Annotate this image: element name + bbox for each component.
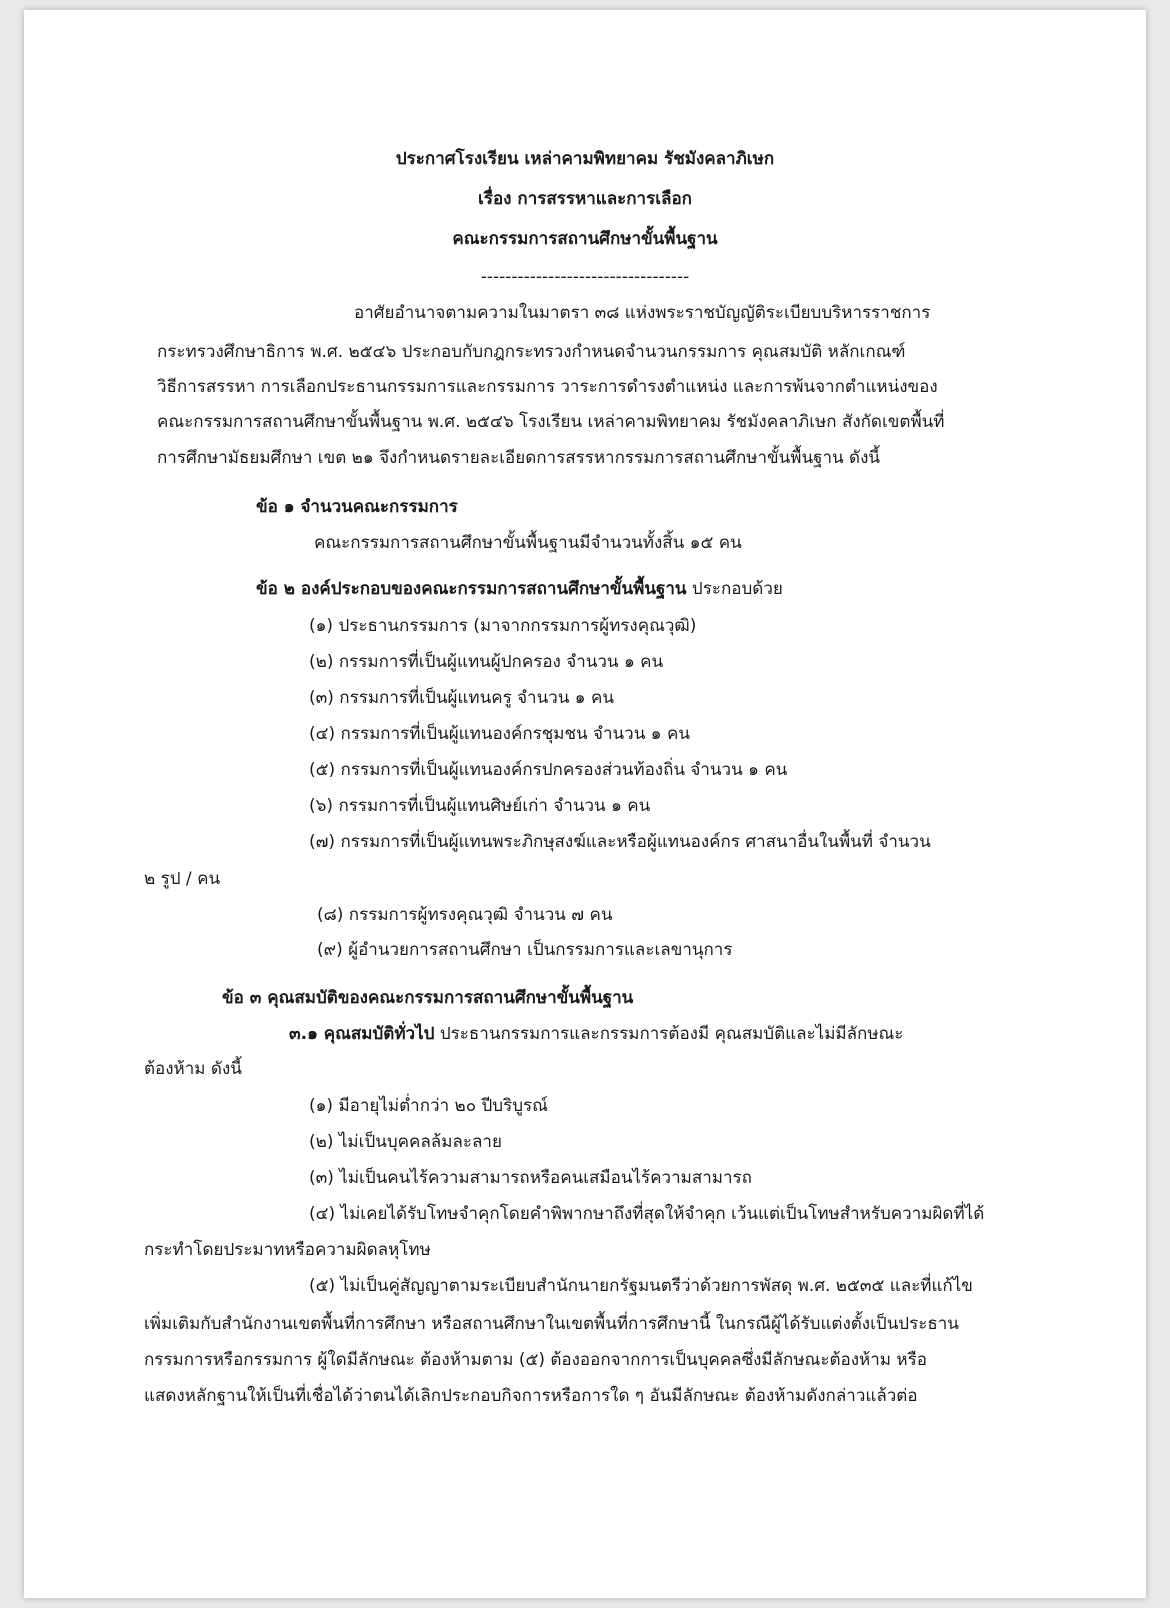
title-divider: ----------------------------------: [480, 267, 690, 287]
announcement-title: ประกาศโรงเรียน เหล่าคามพิทยาคม รัชมังคลาภิเษก: [395, 149, 775, 169]
section-2-heading-tail: ประกอบด้วย: [686, 579, 783, 599]
announcement-committee-title: คณะกรรมการสถานศึกษาขั้นพื้นฐาน: [452, 229, 718, 249]
section-1-heading: ข้อ ๑ จำนวนคณะกรรมการ: [256, 497, 458, 517]
subsection-3-1-continuation: ต้องห้าม ดังนี้: [144, 1059, 242, 1079]
subsection-3-1-text: ประธานกรรมการและกรรมการต้องมี คุณสมบัติและไม่มีลักษณะ: [434, 1024, 904, 1044]
qualification-item-5-line: แสดงหลักฐานให้เป็นที่เชื่อได้ว่าตนได้เลิกประกอบกิจการหรือการใด ๆ อันมีลักษณะ ต้องห้ามดังกล่าวแล้วต่อ: [144, 1386, 918, 1406]
qualification-item: (๓) ไม่เป็นคนไร้ความสามารถหรือคนเสมือนไร้ความสามารถ: [309, 1168, 752, 1188]
intro-line: วิธีการสรรหา การเลือกประธานกรรมการและกรรมการ วาระการดำรงตำแหน่ง และการพ้นจากตำแหน่งของ: [157, 377, 938, 397]
qualification-item-5-line: เพิ่มเติมกับสำนักงานเขตพื้นที่การศึกษา หรือสถานศึกษาในเขตพื้นที่การศึกษานี้ ในกรณีผู้ได้รับแต่งตั้งเป็นประธาน: [144, 1314, 959, 1334]
composition-item: (๔) กรรมการที่เป็นผู้แทนองค์กรชุมชน จำนวน ๑ คน: [309, 724, 690, 744]
composition-item: (๘) กรรมการผู้ทรงคุณวุฒิ จำนวน ๗ คน: [317, 905, 613, 925]
qualification-item-5: (๕) ไม่เป็นคู่สัญญาตามระเบียบสำนักนายกรัฐมนตรีว่าด้วยการพัสดุ พ.ศ. ๒๕๓๕ และที่แก้ไข: [309, 1276, 973, 1296]
intro-line: คณะกรรมการสถานศึกษาขั้นพื้นฐาน พ.ศ. ๒๕๔๖ โรงเรียน เหล่าคามพิทยาคม รัชมังคลาภิเษก สังกัดเขตพื้นที่: [157, 412, 945, 432]
qualification-item: (๔) ไม่เคยได้รับโทษจำคุกโดยคำพิพากษาถึงที่สุดให้จำคุก เว้นแต่เป็นโทษสำหรับความผิดที่ได้: [309, 1204, 985, 1224]
composition-item: (๖) กรรมการที่เป็นผู้แทนศิษย์เก่า จำนวน ๑ คน: [309, 796, 651, 816]
document-page: [24, 10, 1146, 1598]
composition-item-continuation: ๒ รูป / คน: [144, 869, 221, 889]
section-3-heading: ข้อ ๓ คุณสมบัติของคณะกรรมการสถานศึกษาขั้นพื้นฐาน: [222, 988, 634, 1008]
subsection-3-1-heading: ๓.๑ คุณสมบัติทั่วไป: [289, 1024, 435, 1044]
composition-item: (๙) ผู้อำนวยการสถานศึกษา เป็นกรรมการและเลขานุการ: [317, 940, 733, 960]
composition-item: (๕) กรรมการที่เป็นผู้แทนองค์กรปกครองส่วนท้องถิ่น จำนวน ๑ คน: [309, 760, 788, 780]
composition-item: (๒) กรรมการที่เป็นผู้แทนผู้ปกครอง จำนวน ๑ คน: [309, 652, 664, 672]
intro-line: การศึกษามัธยมศึกษา เขต ๒๑ จึงกำหนดรายละเอียดการสรรหากรรมการสถานศึกษาขั้นพื้นฐาน ดังนี้: [157, 448, 880, 468]
composition-item: (๗) กรรมการที่เป็นผู้แทนพระภิกษุสงฆ์และหรือผู้แทนองค์กร ศาสนาอื่นในพื้นที่ จำนวน: [309, 832, 931, 852]
section-2-heading-bold: ข้อ ๒ องค์ประกอบของคณะกรรมการสถานศึกษาขั้นพื้นฐาน: [256, 579, 687, 599]
subsection-3-1: [289, 1023, 903, 1045]
qualification-item-5-line: กรรมการหรือกรรมการ ผู้ใดมีลักษณะ ต้องห้ามตาม (๕) ต้องออกจากการเป็นบุคคลซึ่งมีลักษณะต้องห้าม หรือ: [144, 1350, 927, 1370]
intro-line: อาศัยอำนาจตามความในมาตรา ๓๘ แห่งพระราชบัญญัติระเบียบบริหารราชการ: [354, 303, 931, 323]
qualification-item: (๑) มีอายุไม่ต่ำกว่า ๒๐ ปีบริบูรณ์: [309, 1096, 548, 1116]
section-1-text: คณะกรรมการสถานศึกษาขั้นพื้นฐานมีจำนวนทั้งสิ้น ๑๕ คน: [314, 533, 742, 553]
composition-item: (๓) กรรมการที่เป็นผู้แทนครู จำนวน ๑ คน: [309, 688, 614, 708]
qualification-item-continuation: กระทำโดยประมาทหรือความผิดลหุโทษ: [144, 1240, 431, 1260]
section-2-heading: [256, 578, 783, 600]
announcement-subject: เรื่อง การสรรหาและการเลือก: [478, 189, 692, 209]
intro-line: กระทรวงศึกษาธิการ พ.ศ. ๒๕๔๖ ประกอบกับกฎกระทรวงกำหนดจำนวนกรรมการ คุณสมบัติ หลักเกณฑ์: [157, 342, 906, 362]
composition-item: (๑) ประธานกรรมการ (มาจากกรรมการผู้ทรงคุณวุฒิ): [309, 616, 697, 636]
qualification-item: (๒) ไม่เป็นบุคคลล้มละลาย: [309, 1132, 502, 1152]
